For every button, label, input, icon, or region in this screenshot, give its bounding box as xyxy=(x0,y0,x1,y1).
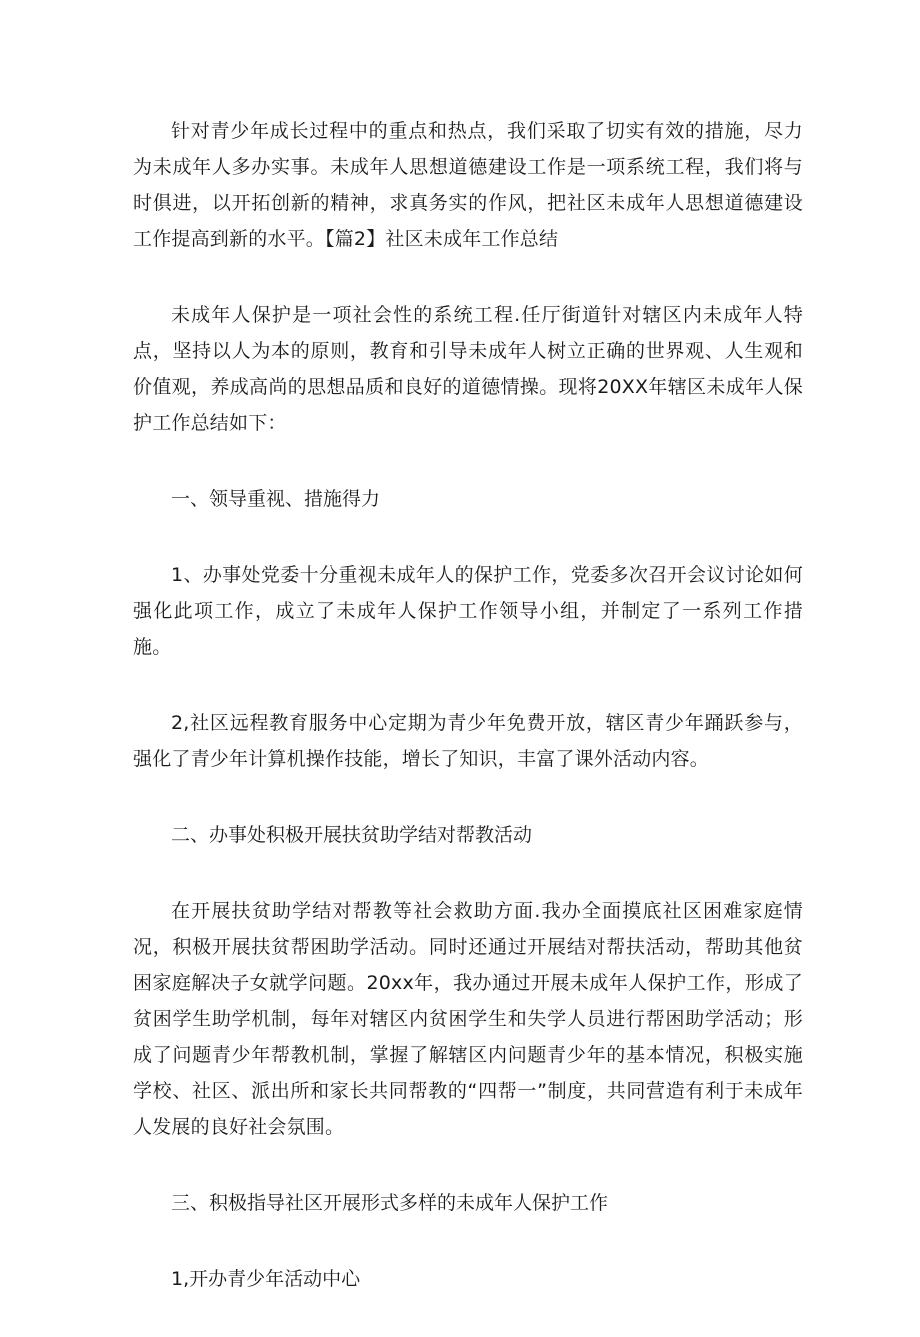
section-heading-2: 二、办事处积极开展扶贫助学结对帮教活动 xyxy=(171,824,533,846)
section-heading-3: 三、积极指导社区开展形式多样的未成年人保护工作 xyxy=(171,1192,609,1214)
paragraph-5: 在开展扶贫助学结对帮教等社会救助方面.我办全面摸底社区困难家庭情况，积极开展扶贫帮困助学活动。同时还通过开展结对帮扶活动，帮助其他贫困家庭解决子女就学问题。20xx年，我办通过开展未成年人保护工作，形成了贫困学生助学机制，每年对辖区内贫困学生和失学人员进行帮困助学活动；形成了问题青少年帮教机制，掌握了解辖区内问题青少年的基本情况，积极实施学校、社区、派出所和家长共同帮教的“四帮一”制度，共同营造有利于未成年人发展的良好社会氛围。 xyxy=(133,900,803,1138)
paragraph-3: 1、办事处党委十分重视未成年人的保护工作，党委多次召开会议讨论如何强化此项工作，成立了未成年人保护工作领导小组，并制定了一系列工作措施。 xyxy=(133,564,803,658)
section-heading-1: 一、领导重视、措施得力 xyxy=(171,488,381,510)
paragraph-2: 未成年人保护是一项社会性的系统工程.任厅街道针对辖区内未成年人特点，坚持以人为本的原则，教育和引导未成年人树立正确的世界观、人生观和价值观，养成高尚的思想品质和良好的道德情操。现将20XX年辖区未成年人保护工作总结如下： xyxy=(133,304,803,434)
paragraph-1: 针对青少年成长过程中的重点和热点，我们采取了切实有效的措施，尽力为未成年人多办实事。未成年人思想道德建设工作是一项系统工程，我们将与时俱进，以开拓创新的精神，求真务实的作风，把社区未成年人思想道德建设工作提高到新的水平。【篇2】社区未成年工作总结 xyxy=(133,120,803,250)
subsection-heading-1: 1,开办青少年活动中心 xyxy=(171,1268,361,1290)
document-body xyxy=(133,113,803,1337)
paragraph-4: 2,社区远程教育服务中心定期为青少年免费开放，辖区青少年踊跃参与，强化了青少年计算机操作技能，增长了知识，丰富了课外活动内容。 xyxy=(133,712,803,770)
